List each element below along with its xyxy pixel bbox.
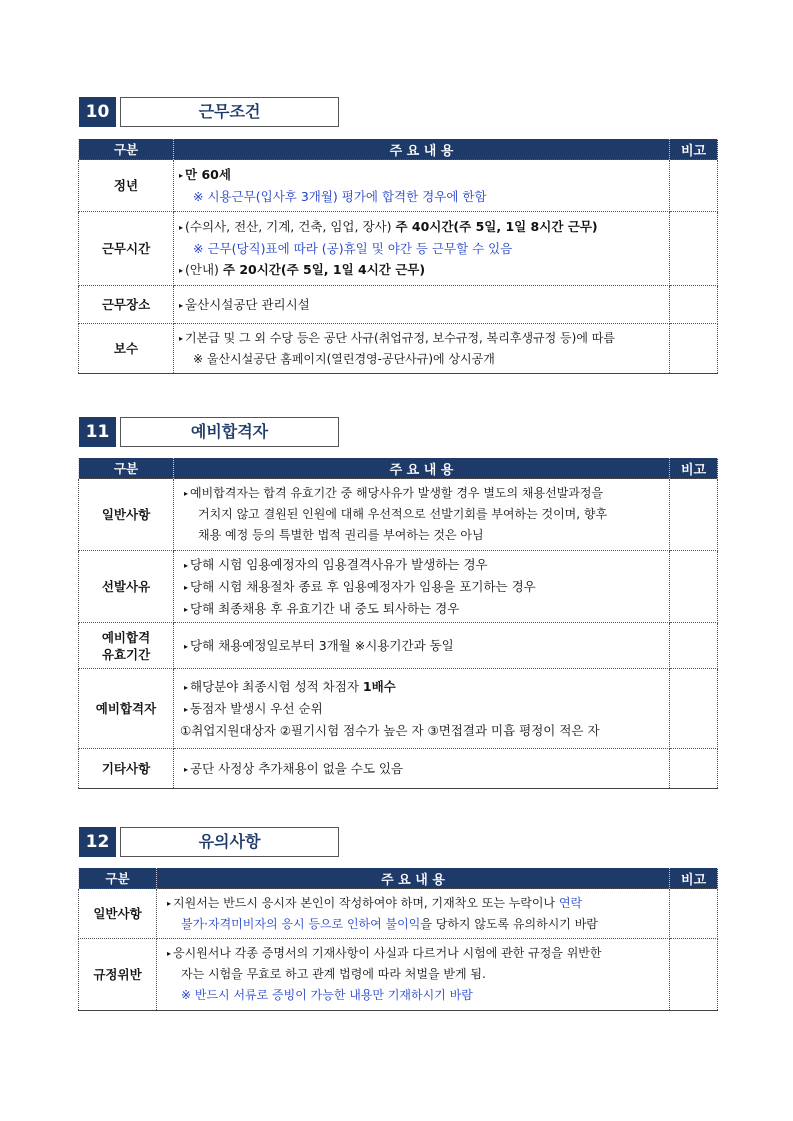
row-text: 자는 시험을 무효로 하고 관계 법령에 따라 처벌을 받게 됨.: [181, 967, 486, 981]
row-text-bold: 1배수: [362, 679, 396, 694]
row-text: 당해 시험 임용예정자의 임용결격사유가 발생하는 경우: [190, 556, 488, 572]
bullet-icon: ▸: [184, 705, 189, 714]
bullet-icon: ▸: [184, 582, 189, 592]
row-label: 예비합격자: [79, 669, 174, 749]
table-row: [79, 939, 718, 1011]
header-note: 비고: [670, 139, 718, 160]
row-label-line2: 유효기간: [101, 646, 151, 662]
bullet-icon: ▸: [184, 641, 189, 651]
row-text: 동점자 발생시 우선 순위: [190, 701, 323, 716]
row-note-cell: [670, 551, 718, 623]
table-row: [79, 160, 718, 212]
row-label: 일반사항: [79, 889, 157, 939]
table-row: [79, 623, 718, 669]
section-12-table: [78, 868, 718, 1011]
bullet-icon: ▸: [179, 171, 184, 180]
row-text: 응시원서나 각종 증명서의 기재사항이 사실과 다르거나 시험에 관한 규정을 위반한: [173, 946, 602, 960]
row-note-cell: [670, 939, 718, 1011]
row-label: 일반사항: [79, 479, 174, 551]
row-text-bold: 주 40시간(주 5일, 1일 8시간 근무): [395, 219, 598, 234]
table-header-row: [79, 458, 718, 479]
row-note-cell: [670, 324, 718, 374]
row-text: 당해 채용예정일로부터 3개월 ※시용기간과 동일: [190, 637, 454, 653]
row-text: 지원서는 반드시 응시자 본인이 작성하여야 하며, 기재착오 또는 누락이나: [173, 895, 559, 910]
table-row: [79, 749, 718, 789]
row-note-cell: [670, 160, 718, 212]
section-number: 10: [79, 97, 116, 127]
section-number: 11: [79, 417, 116, 447]
row-label: 정년: [79, 160, 174, 212]
header-label: 구분: [79, 458, 174, 479]
row-note: ※ 시용근무(입사후 3개월) 평가에 합격한 경우에 한함: [193, 189, 487, 204]
row-label: 예비합격: [101, 629, 151, 645]
row-text: 채용 예정 등의 특별한 법적 권리를 부여하는 것은 아님: [198, 528, 484, 542]
header-note: 비고: [670, 868, 718, 889]
row-text: 거치지 않고 결원된 인원에 대해 우선적으로 선발기회를 부여하는 것이며, 향후: [198, 507, 608, 521]
section-title: 예비합격자: [120, 417, 339, 447]
header-content: 주 요 내 용: [174, 139, 670, 160]
row-note-cell: [670, 749, 718, 789]
row-text-blue: 불가·자격미비자의 응시 등으로 인하여 불이익: [181, 916, 421, 931]
row-text: 공단 사정상 추가채용이 없을 수도 있음: [190, 760, 404, 776]
row-note: ※ 근무(당직)표에 따라 (공)휴일 및 야간 등 근무할 수 있음: [193, 241, 513, 256]
bullet-icon: ▸: [184, 489, 189, 498]
row-text: 기본급 및 그 외 수당 등은 공단 사규(취업규정, 보수규정, 복리후생규정 등)에 따름: [185, 330, 615, 345]
row-note: ※ 반드시 서류로 증빙이 가능한 내용만 기재하시기 바람: [181, 988, 473, 1002]
bullet-icon: ▸: [184, 764, 189, 774]
bullet-icon: ▸: [179, 300, 184, 310]
row-text: 예비합격자는 합격 유효기간 중 해당사유가 발생할 경우 별도의 채용선발과정을: [190, 486, 604, 500]
bullet-icon: ▸: [179, 266, 184, 275]
bullet-icon: ▸: [167, 949, 172, 958]
section-title: 유의사항: [120, 827, 339, 857]
row-text: 만 60세: [185, 167, 231, 182]
row-note-cell: [670, 623, 718, 669]
row-text: 해당분야 최종시험 성적 차점자: [190, 679, 363, 694]
table-row: [79, 212, 718, 286]
row-note-cell: [670, 212, 718, 286]
header-content: 주 요 내 용: [174, 458, 670, 479]
bullet-icon: ▸: [184, 683, 189, 692]
table-row: [79, 551, 718, 623]
section-number: 12: [79, 827, 116, 857]
row-note-cell: [670, 889, 718, 939]
table-row: [79, 669, 718, 749]
row-label: 선발사유: [79, 551, 174, 623]
row-label: 기타사항: [79, 749, 174, 789]
row-label: 규정위반: [79, 939, 157, 1011]
header-label: 구분: [79, 139, 174, 160]
row-text-bold: 주 20시간(주 5일, 1일 4시간 근무): [222, 262, 426, 277]
row-note-cell: [670, 286, 718, 324]
table-row: [79, 479, 718, 551]
row-text: 당해 시험 채용절차 종료 후 임용예정자가 임용을 포기하는 경우: [190, 578, 536, 594]
row-text: 울산시설공단 관리시설: [185, 296, 310, 312]
table-row: [79, 889, 718, 939]
row-text: 을 당하지 않도록 유의하시기 바람: [420, 916, 598, 931]
row-text: (수의사, 전산, 기계, 건축, 임업, 장사): [185, 219, 396, 234]
row-note: ※ 울산시설공단 홈페이지(열린경영-공단사규)에 상시공개: [193, 351, 495, 366]
table-row: [79, 324, 718, 374]
row-label: 보수: [79, 324, 174, 374]
header-note: 비고: [670, 458, 718, 479]
table-row: [79, 286, 718, 324]
row-label: 근무시간: [79, 212, 174, 286]
bullet-icon: ▸: [184, 604, 189, 614]
section-title: 근무조건: [120, 97, 339, 127]
header-label: 구분: [79, 868, 157, 889]
row-text: ①취업지원대상자 ②필기시험 점수가 높은 자 ③면접결과 미흡 평정이 적은 자: [180, 723, 600, 738]
bullet-icon: ▸: [179, 223, 184, 232]
table-header-row: [79, 868, 718, 889]
section-11-table: [78, 458, 718, 789]
row-text: 당해 최종채용 후 유효기간 내 중도 퇴사하는 경우: [190, 600, 460, 616]
bullet-icon: ▸: [184, 560, 189, 570]
bullet-icon: ▸: [179, 333, 184, 343]
bullet-icon: ▸: [167, 898, 172, 908]
row-note-cell: [670, 669, 718, 749]
row-note-cell: [670, 479, 718, 551]
header-content: 주 요 내 용: [157, 868, 670, 889]
section-10-table: [78, 139, 718, 374]
row-label: 근무장소: [79, 286, 174, 324]
table-header-row: [79, 139, 718, 160]
row-text: (안내): [185, 262, 223, 277]
row-text-blue: 연락: [558, 895, 583, 910]
